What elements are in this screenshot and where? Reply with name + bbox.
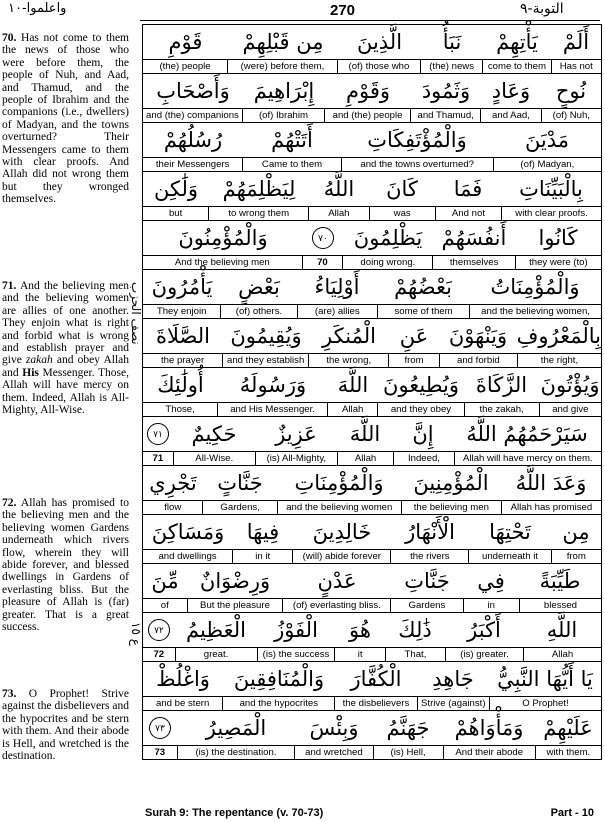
arabic-word: إِبْرَاهِيمَ (253, 79, 315, 103)
arabic-word: اللَّهُ (323, 177, 355, 201)
english-gloss-line (143, 255, 601, 269)
arabic-word: مِّنَ (151, 569, 179, 593)
gloss-cell: And not (435, 207, 501, 220)
arabic-word: بَعْضُهُمْ (394, 275, 452, 299)
gloss-cell: (is) greater. (445, 648, 523, 661)
gloss-cell: the disbelievers (334, 697, 416, 710)
english-gloss-line (143, 157, 601, 171)
arabic-word: كَانَ (386, 177, 418, 201)
gloss-cell: the rivers (390, 550, 468, 563)
gloss-cell: All-Wise. (173, 452, 255, 465)
gloss-cell: Strive (against) (417, 697, 489, 710)
gloss-cell: and be stern (155, 698, 210, 709)
arabic-word: وَرَسُولَهُ (239, 373, 307, 397)
verse-number: 70. (2, 32, 17, 44)
arabic-word: الْكُفَّارَ (350, 667, 402, 691)
interlinear-row (143, 613, 601, 662)
arabic-word: وَمَسَاكِنَ (151, 520, 225, 544)
verse-text: and obey Allah and (2, 354, 129, 379)
arabic-word: وَعَدَ اللَّهُ (515, 471, 587, 495)
arabic-word: حَكِيمٌ (191, 422, 237, 446)
verse-term-zakah: zakah (25, 354, 53, 367)
arabic-word: الْأَنْهَارُ (405, 520, 455, 544)
verse-end-marker: ٧٢ (148, 619, 170, 641)
gloss-cell: and the believing women, (469, 305, 601, 318)
gloss-cell: and (the) companions (146, 110, 239, 121)
arabic-word: أُولَٰئِكَ (157, 373, 204, 397)
english-gloss-line (143, 353, 601, 367)
gloss-cell: the right, (517, 354, 601, 367)
english-gloss-line (143, 549, 601, 563)
gloss-cell: Allah (327, 403, 377, 416)
gloss-cell: blessed (519, 599, 601, 612)
gloss-cell: Allah (337, 452, 393, 465)
arabic-word: نُوحٍ (555, 79, 587, 103)
gloss-cell: (is) Hell, (373, 746, 443, 759)
arabic-word: وَالْمُؤْتَفِكَاتِ (367, 128, 467, 152)
arabic-word: اللَّهَ (337, 373, 369, 397)
gloss-cell: flow (164, 502, 182, 513)
gloss-cell: Gardens (390, 599, 462, 612)
gloss-cell: but (168, 208, 183, 219)
gloss-cell: and Thamud, (410, 109, 480, 122)
gloss-cell: (of) those who (337, 60, 420, 73)
english-gloss-line (143, 598, 601, 612)
interlinear-row (143, 221, 601, 270)
arabic-line (143, 466, 601, 500)
gloss-cell: (the) people (159, 61, 211, 72)
footer-surah: Surah 9: The repentance (v. 70-73) (145, 807, 324, 819)
english-gloss-line (143, 59, 601, 73)
interlinear-row (143, 368, 601, 417)
gloss-cell: Came to them (242, 158, 340, 171)
gloss-cell: themselves (432, 256, 514, 269)
gloss-cell: That, (385, 648, 445, 661)
gloss-cell: they were (to) (515, 256, 601, 269)
arabic-word: وَاغْلُظْ (156, 667, 210, 691)
gloss-cell: the wrong, (308, 354, 388, 367)
arabic-word: تَحْتِهَا (489, 520, 531, 544)
word-grid (142, 24, 602, 760)
arabic-line (143, 74, 601, 108)
verse-term-his: His (22, 366, 39, 379)
arabic-word: قَوْمِ (168, 30, 203, 54)
gloss-cell: Gardens, (202, 501, 276, 514)
arabic-word: سَيَرْحَمُهُمُ اللَّهُ (466, 422, 588, 446)
verse-end-marker: ٧٠ (312, 227, 334, 249)
arabic-line (143, 172, 601, 206)
arabic-word: الَّذِينَ (356, 30, 403, 54)
arabic-word: وَلَٰكِن (153, 177, 199, 201)
interlinear-row (143, 172, 601, 221)
arabic-word: الْمُؤْمِنِينَ (413, 471, 489, 495)
arabic-word: الْفَوْزُ (274, 618, 318, 642)
gloss-cell: (of) Nuh, (541, 109, 601, 122)
gloss-cell: And their abode (443, 746, 535, 759)
gloss-cell: the zakah, (464, 403, 539, 416)
arabic-word: مِن (562, 520, 590, 544)
verse-number: 72. (2, 497, 17, 509)
arabic-word: وَالْمُؤْمِنُونَ (178, 226, 268, 250)
gloss-cell: and they establish (222, 354, 308, 367)
gloss-cell: Those, (165, 404, 195, 415)
arabic-word: هُوَ (349, 618, 371, 642)
gloss-cell: 73 (154, 747, 166, 758)
translation-verse-71 (2, 280, 129, 416)
gloss-cell: with clear proofs. (501, 207, 601, 220)
interlinear-row (143, 564, 601, 613)
arabic-word: بَعْضٍ (238, 275, 280, 299)
gloss-cell: the believing men (401, 501, 501, 514)
arabic-line (143, 613, 601, 647)
interlinear-row (143, 319, 601, 368)
gloss-cell: doing wrong. (342, 256, 432, 269)
verse-text: O Prophet! Strive against the disbelievers and the hypocrites and be stern with them. And their abode is Hell, and wretched is the destination. (2, 688, 129, 763)
arabic-line (143, 662, 601, 696)
gloss-cell: Allah (308, 207, 368, 220)
verse-end-marker: ٧٣ (149, 717, 171, 739)
gloss-cell: And the believing men (174, 257, 270, 268)
arabic-word: وَقَوْمِ (345, 79, 391, 103)
arabic-word: فِيهَا (246, 520, 280, 544)
gloss-cell: and His Messenger. (217, 403, 327, 416)
arabic-word: مَدْيَنَ (524, 128, 570, 152)
header-surah-title: التوبة-٩ (520, 1, 564, 17)
gloss-cell: their Messengers (155, 159, 230, 170)
gloss-cell: and Aad, (480, 109, 540, 122)
arabic-word: وَبِئْسَ (309, 716, 359, 740)
arabic-word: الْمُنكَرِ (322, 324, 376, 348)
gloss-cell: come to them (482, 60, 550, 73)
arabic-word: وَعَادٍ (491, 79, 531, 103)
translation-verse-73 (2, 688, 129, 762)
interlinear-row (143, 270, 601, 319)
arabic-word: لِيَظْلِمَهُمْ (222, 177, 296, 201)
interlinear-row (143, 662, 601, 711)
verse-text: Has not come to them the news of those who were before them, the people of Nuh, and Aad, and Thamud, and the people of Ibrahim and the companions (i.e., dwellers) of Madyan, and the towns overturned? Their Messengers came to them with clear proofs. And Allah did not wrong them but they wronged themselves. (2, 32, 129, 206)
gloss-cell: But the pleasure (187, 599, 283, 612)
gloss-cell: and give (539, 403, 601, 416)
arabic-line (143, 417, 601, 451)
gloss-cell: 70 (302, 256, 343, 269)
verse-text: Allah has promised to the believing men and the believing women Gardens underneath which rivers flow, wherein they will abide forever, and blessed dwellings in Gardens of everlasting bliss. But the pleasure of Allah is (far) greater. That is a great success. (2, 497, 129, 634)
arabic-word: فِي (477, 569, 505, 593)
arabic-word: الزَّكَاةَ (475, 373, 528, 397)
gloss-cell: (of) everlasting bliss. (282, 599, 390, 612)
arabic-word: الصَّلَاةَ (156, 324, 210, 348)
translation-verse-72 (2, 497, 129, 633)
gloss-cell: (the) news (420, 60, 482, 73)
gloss-cell: and (the) people (324, 109, 410, 122)
gloss-cell: and the towns overturned? (341, 158, 493, 171)
arabic-word: وَرِضْوَانٌ (199, 569, 271, 593)
english-gloss-line (143, 745, 601, 759)
gloss-cell: Allah has promised (501, 501, 601, 514)
arabic-word: عَزِيزٌ (275, 422, 317, 446)
gloss-cell: of (160, 600, 169, 611)
gloss-cell: underneath it (468, 550, 550, 563)
arabic-word: يَا أَيُّهَا النَّبِيُّ (497, 667, 593, 691)
gloss-cell: (of) others. (220, 305, 296, 318)
arabic-word: نَبَأُ (442, 30, 462, 54)
verse-text: And the believing men and the believing women are allies of one another. They enjoin what is right and forbid what is wrong and establish prayer and give (2, 280, 129, 367)
arabic-line (143, 25, 601, 59)
arabic-word: وَيُؤْتُونَ (540, 373, 600, 397)
gloss-cell: 71 (152, 453, 164, 464)
gloss-cell: and forbid (439, 354, 517, 367)
ruku-marker: ع ١٥ (129, 622, 143, 646)
arabic-word: وَيُقِيمُونَ (230, 324, 302, 348)
english-gloss-line (143, 402, 601, 416)
gloss-cell: and the hypocrites (222, 697, 334, 710)
arabic-word: عَلَيْهِمْ (543, 716, 593, 740)
english-gloss-line (143, 304, 601, 318)
gloss-cell: Allah (523, 648, 601, 661)
arabic-word: أَلَمْ (562, 30, 590, 54)
arabic-word: وَالْمُنَافِقِينَ (233, 667, 325, 691)
arabic-line (143, 564, 601, 598)
arabic-word: اللَّهَ (349, 422, 381, 446)
gloss-cell: (is) the destination. (177, 746, 295, 759)
gloss-cell: O Prophet! (489, 697, 601, 710)
gloss-cell: and wretched (294, 746, 372, 759)
arabic-word: إِنَّ (412, 422, 434, 446)
arabic-word: كَانُوا (538, 226, 578, 250)
verse-end-marker: ٧١ (147, 423, 169, 445)
arabic-word: أَتَتْهُمْ (271, 128, 313, 152)
arabic-word: الْمَصِيرُ (205, 716, 267, 740)
arabic-word: ذَٰلِكَ (398, 618, 432, 642)
translation-verse-70 (2, 32, 129, 206)
gloss-cell: (will) abide forever (292, 550, 390, 563)
arabic-word: وَيُطِيعُونَ (383, 373, 459, 397)
gloss-cell: from (388, 354, 438, 367)
gloss-cell: was (369, 207, 435, 220)
gloss-cell: the prayer (160, 355, 205, 366)
arabic-word: أَنفُسَهُمْ (441, 226, 507, 250)
arabic-word: جَاهِدِ (432, 667, 474, 691)
gloss-cell: (of) Madyan, (493, 158, 601, 171)
arabic-word: رُسُلُهُمْ (163, 128, 223, 152)
interlinear-row (143, 515, 601, 564)
arabic-line (143, 319, 601, 353)
footer-part: Part - 10 (550, 807, 594, 819)
arabic-word: جَنَّاتِ (404, 569, 450, 593)
page-footer (145, 806, 600, 822)
arabic-word: طَيِّبَةً (539, 569, 581, 593)
arabic-word: جَهَنَّمُ (386, 716, 430, 740)
arabic-word: يَظْلِمُونَ (353, 226, 423, 250)
gloss-cell: Indeed, (393, 452, 453, 465)
gloss-cell: They enjoin (156, 306, 207, 317)
english-gloss-line (143, 647, 601, 661)
english-gloss-line (143, 500, 601, 514)
english-gloss-line (143, 696, 601, 710)
interlinear-row (143, 417, 601, 466)
gloss-cell: 72 (153, 649, 165, 660)
interlinear-row (143, 466, 601, 515)
gloss-cell: it (334, 648, 384, 661)
arabic-word: وَأَصْحَابِ (156, 79, 230, 103)
hizb-marker: نصف الحزب (129, 282, 143, 345)
gloss-cell: and the believing women (277, 501, 401, 514)
arabic-line (143, 711, 601, 745)
gloss-cell: in it (232, 550, 292, 563)
arabic-word: وَالْمُؤْمِنَاتُ (490, 275, 580, 299)
header-juz-title: واعلموا-١٠ (8, 1, 67, 16)
gloss-cell: (were) before them, (227, 60, 337, 73)
arabic-line (143, 270, 601, 304)
arabic-word: جَنَّاتٍ (217, 471, 263, 495)
english-gloss-line (143, 108, 601, 122)
arabic-word: يَأْمُرُونَ (151, 275, 213, 299)
gloss-cell: with them. (535, 746, 601, 759)
gloss-cell: and they obey (377, 403, 463, 416)
arabic-word: وَيَنْهَوْنَ (448, 324, 508, 348)
arabic-word: الْعَظِيمُ (186, 618, 246, 642)
arabic-word: فَمَا (453, 177, 483, 201)
arabic-line (143, 123, 601, 157)
arabic-word: عَدْنٍ (317, 569, 357, 593)
verse-number: 71. (2, 280, 17, 292)
gloss-cell: from (551, 550, 601, 563)
interlinear-row (143, 25, 601, 74)
interlinear-row (143, 711, 601, 759)
gloss-cell: (of) Ibrahim (242, 109, 324, 122)
arabic-line (143, 515, 601, 549)
gloss-cell: (is) All-Mighty, (255, 452, 337, 465)
arabic-word: بِالْمَعْرُوفِ (516, 324, 601, 348)
arabic-word: مِن قَبْلِهِمْ (242, 30, 324, 54)
gloss-cell: to wrong them (208, 207, 308, 220)
arabic-word: وَثَمُودَ (421, 79, 471, 103)
english-gloss-line (143, 451, 601, 465)
verse-number: 73. (2, 688, 17, 700)
header-rule (140, 20, 600, 21)
interlinear-row (143, 74, 601, 123)
gloss-cell: (are) allies (297, 305, 377, 318)
gloss-cell: in (463, 599, 519, 612)
gloss-cell: and dwellings (158, 551, 217, 562)
arabic-word: يَأْتِهِمْ (496, 30, 538, 54)
arabic-word: بِالْبَيِّنَاتِ (519, 177, 583, 201)
gloss-cell: some of them (377, 305, 469, 318)
interlinear-row (143, 123, 601, 172)
gloss-cell: (is) the success (257, 648, 335, 661)
gloss-cell: Has not (551, 60, 601, 73)
arabic-word: وَمَأْوَاهُمْ (454, 716, 524, 740)
arabic-word: خَالِدِينَ (312, 520, 372, 544)
arabic-line (143, 221, 601, 255)
verse-text: Messenger. Those, Allah will have mercy on them. Indeed, Allah is All-Mighty, All-Wise. (2, 366, 129, 417)
page-number: 270 (330, 2, 356, 19)
english-gloss-line (143, 206, 601, 220)
arabic-line (143, 368, 601, 402)
gloss-cell: great. (175, 648, 257, 661)
page-header (0, 0, 605, 20)
arabic-word: عَنِ (399, 324, 429, 348)
arabic-word: تَجْرِي (149, 471, 197, 495)
arabic-word: اللَّهِ (546, 618, 578, 642)
arabic-word: أَوْلِيَاءُ (314, 275, 360, 299)
gloss-cell: Allah will have mercy on them. (454, 452, 601, 465)
arabic-word: أَكْبَرُ (467, 618, 501, 642)
arabic-word: وَالْمُؤْمِنَاتِ (294, 471, 384, 495)
